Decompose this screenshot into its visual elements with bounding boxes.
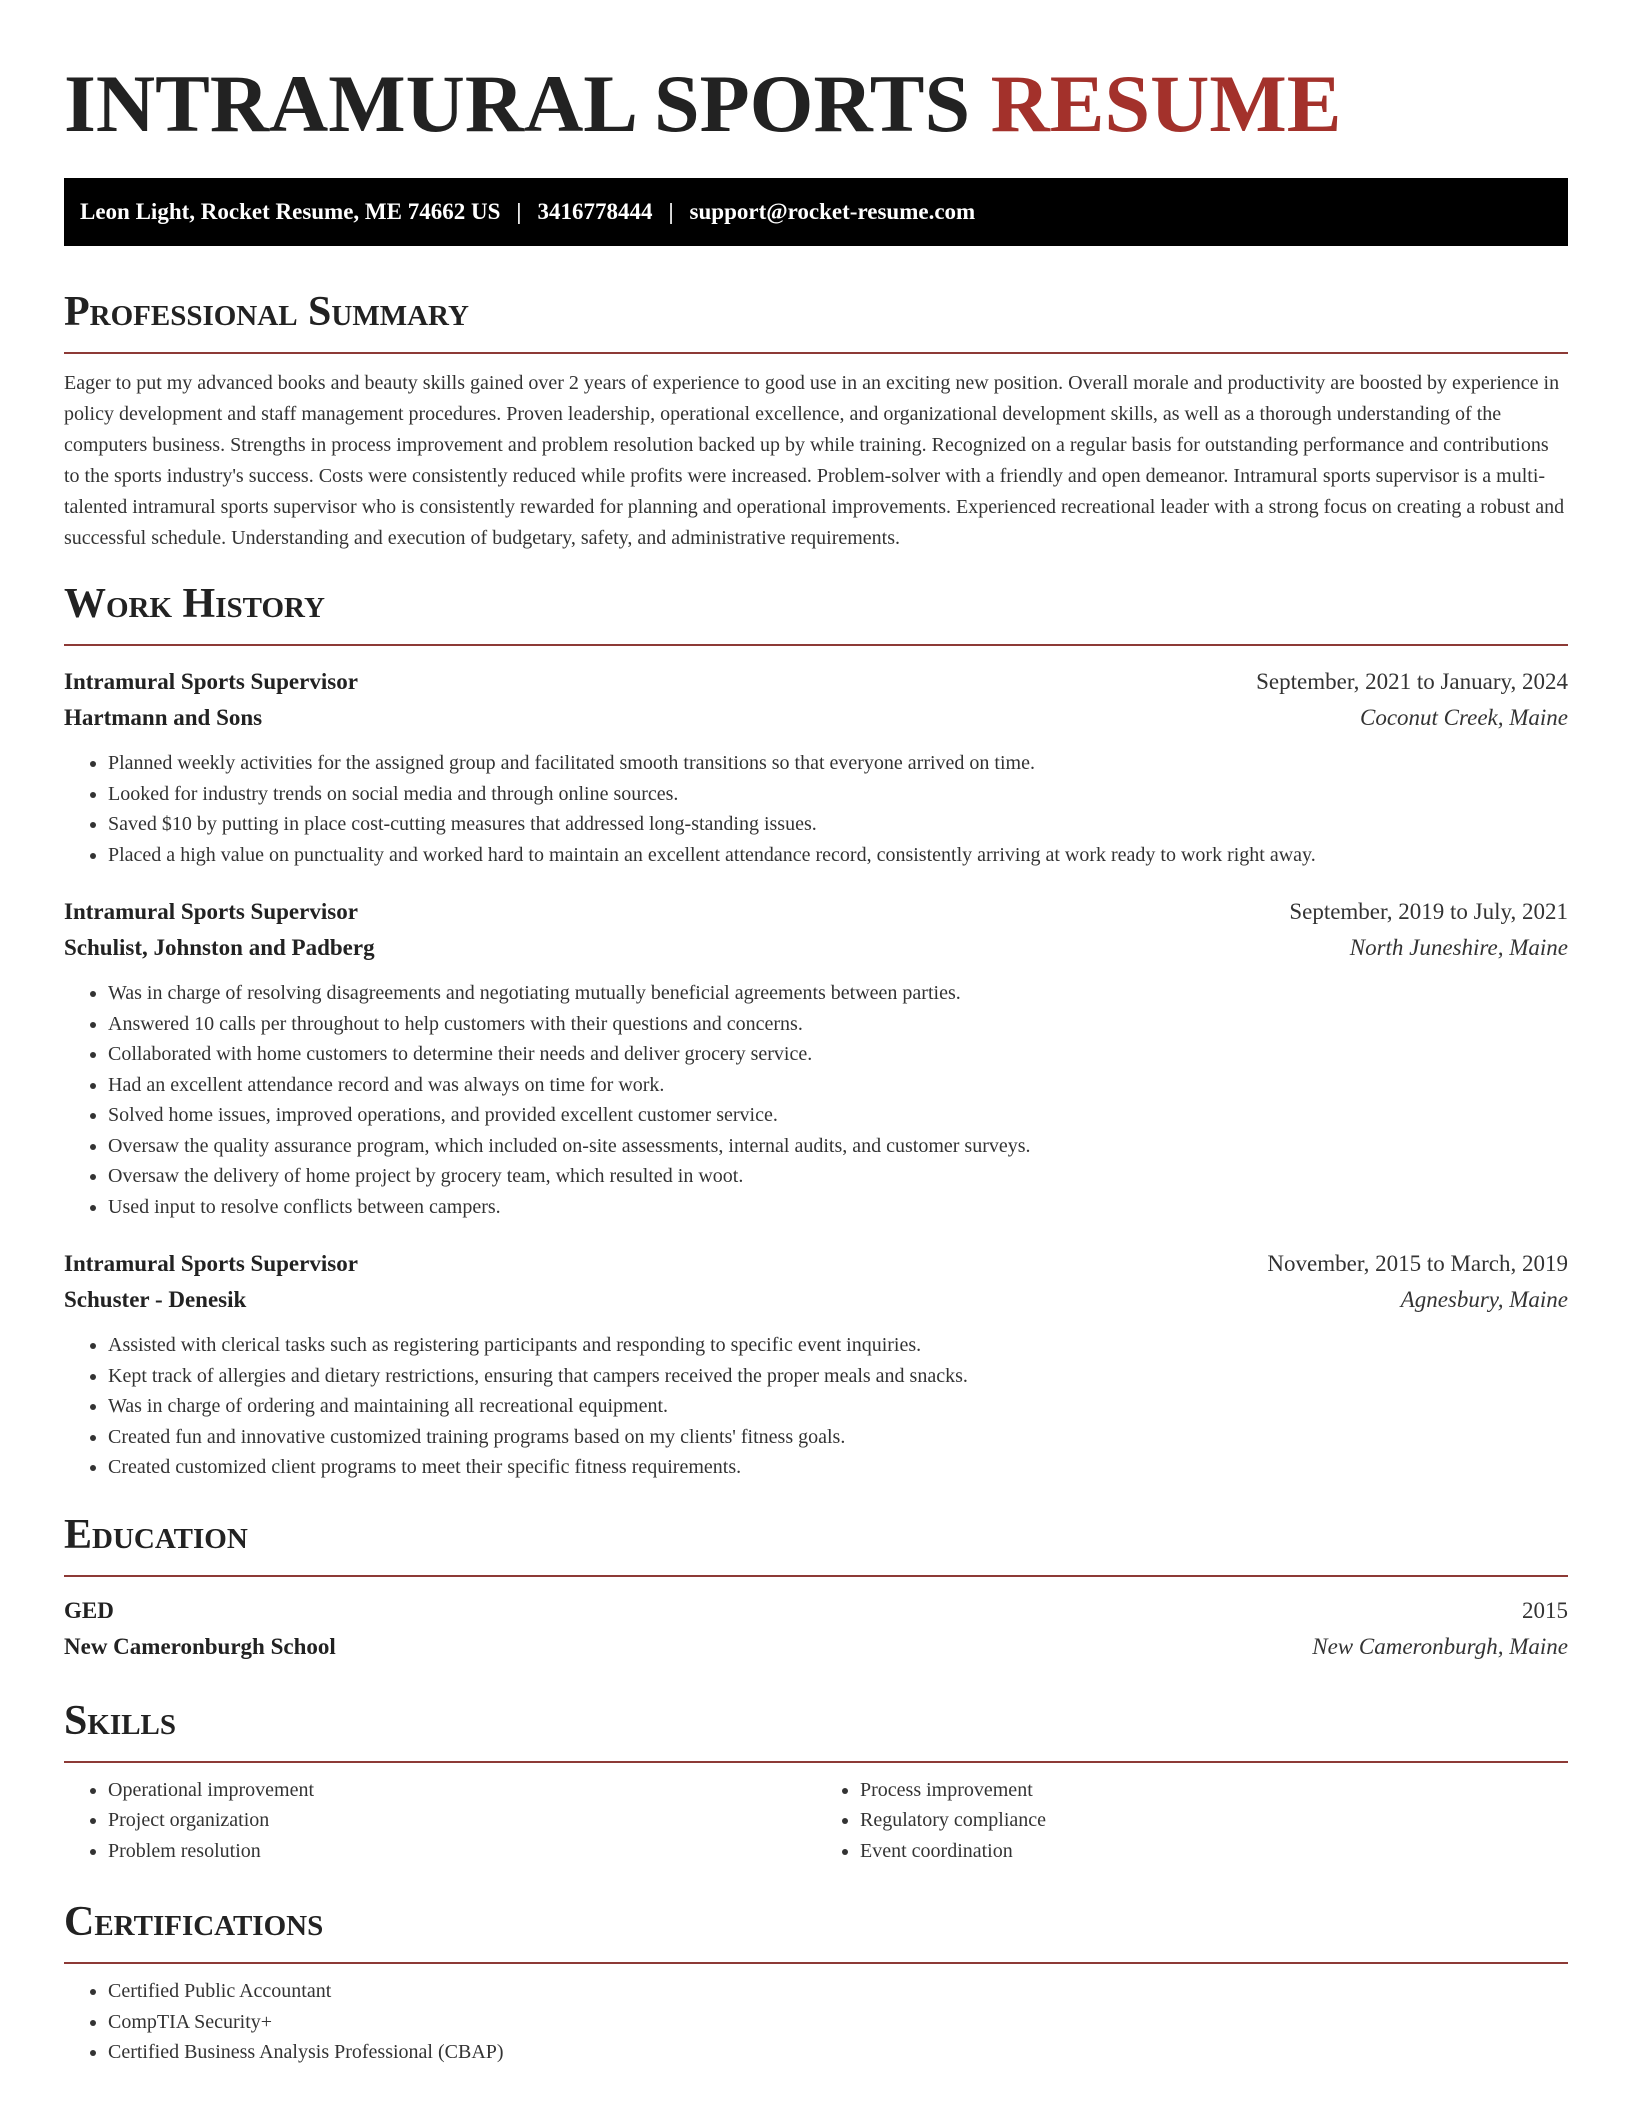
education-heading: Education xyxy=(64,1511,248,1558)
job-dates: September, 2019 to July, 2021 xyxy=(1289,899,1568,924)
education-degree: GED xyxy=(64,1597,114,1623)
skill-item: • Problem resolution xyxy=(108,1836,816,1867)
education-year: 2015 xyxy=(1522,1597,1568,1623)
job-dates: November, 2015 to March, 2019 xyxy=(1267,1251,1568,1276)
skill-item: • Process improvement xyxy=(860,1775,1568,1806)
job-location: Coconut Creek, Maine xyxy=(1359,705,1568,730)
summary-heading: Professional Summary xyxy=(64,289,469,335)
education-degree-row xyxy=(64,1593,1568,1629)
job-company: Schulist, Johnston and Padberg xyxy=(64,935,375,960)
summary-section xyxy=(64,286,1568,554)
job-title: Intramural Sports Supervisor xyxy=(64,899,358,924)
skill-item: • Event coordination xyxy=(860,1836,1568,1867)
job-bullet: • Collaborated with home customers to determine their needs and deliver grocery service. xyxy=(108,1039,1568,1070)
skills-heading: Skills xyxy=(64,1697,177,1744)
section-divider xyxy=(64,1575,1568,1577)
job-bullet: • Saved $10 by putting in place cost-cutting measures that addressed long-standing issues. xyxy=(108,809,1568,840)
job-entry xyxy=(64,1246,1568,1483)
job-bullets xyxy=(64,1330,1568,1483)
job-header-row xyxy=(64,1246,1568,1282)
job-entry xyxy=(64,664,1568,870)
job-bullet: • Assisted with clerical tasks such as registering participants and responding to specific event inquiries. xyxy=(108,1330,1568,1361)
contact-phone: 3416778444 xyxy=(537,199,653,224)
resume-title xyxy=(64,56,1568,152)
job-bullet: • Planned weekly activities for the assigned group and facilitated smooth transitions so that everyone arrived on time. xyxy=(108,748,1568,779)
section-divider xyxy=(64,352,1568,354)
job-bullet: • Placed a high value on punctuality and worked hard to maintain an excellent attendance record, consistently arriving at work ready to work right away. xyxy=(108,840,1568,871)
contact-address: Leon Light, Rocket Resume, ME 74662 US xyxy=(80,199,501,224)
section-divider xyxy=(64,644,1568,646)
certifications-list xyxy=(64,1976,1568,2068)
job-company-row xyxy=(64,1282,1568,1318)
job-bullet: • Had an excellent attendance record and was always on time for work. xyxy=(108,1070,1568,1101)
skills-grid xyxy=(64,1763,1568,1867)
work-history-heading: Work History xyxy=(64,581,325,627)
job-location: Agnesbury, Maine xyxy=(1400,1287,1568,1312)
summary-text: Eager to put my advanced books and beauty skills gained over 2 years of experience to good use in an exciting new position. Overall morale and productivity are boosted by experience in policy development and staff management procedures. Proven leadership, operational excellence, and organizational development skills, as well as a thorough understanding of the computers business. Strengths in process improvement and problem resolution backed up by while training. Recognized on a regular basis for outstanding performance and contributions to the sports industry's success. Costs were consistently reduced while profits were increased. Problem-solver with a friendly and open demeanor. Intramural sports supervisor is a multi-talented intramural sports supervisor who is consistently rewarded for planning and operational improvements. Experienced recreational leader with a strong focus on creating a robust and successful schedule. Understanding and execution of budgetary, safety, and administrative requirements. xyxy=(64,372,1565,549)
certifications-section xyxy=(64,1896,1568,2068)
job-entry xyxy=(64,894,1568,1222)
job-bullet: • Oversaw the quality assurance program, which included on-site assessments, internal audits, and customer surveys. xyxy=(108,1131,1568,1162)
job-bullet: • Created customized client programs to meet their specific fitness requirements. xyxy=(108,1452,1568,1483)
job-title: Intramural Sports Supervisor xyxy=(64,669,358,694)
certifications-heading: Certifications xyxy=(64,1899,324,1945)
certification-item: • Certified Public Accountant xyxy=(108,1976,1568,2007)
job-company: Schuster - Denesik xyxy=(64,1287,247,1312)
job-title: Intramural Sports Supervisor xyxy=(64,1251,358,1276)
education-location: New Cameronburgh, Maine xyxy=(1312,1633,1568,1659)
skills-list-right xyxy=(816,1775,1568,1867)
skill-item: • Project organization xyxy=(108,1805,816,1836)
education-school-row xyxy=(64,1629,1568,1665)
education-school: New Cameronburgh School xyxy=(64,1633,336,1659)
education-entry xyxy=(64,1593,1568,1665)
job-bullet: • Created fun and innovative customized training programs based on my clients' fitness goals. xyxy=(108,1422,1568,1453)
certification-item: • Certified Business Analysis Professional (CBAP) xyxy=(108,2037,1568,2068)
job-bullet: • Kept track of allergies and dietary restrictions, ensuring that campers received the proper meals and snacks. xyxy=(108,1361,1568,1392)
contact-separator: | xyxy=(516,199,522,224)
education-section xyxy=(64,1509,1568,1665)
certification-item: • CompTIA Security+ xyxy=(108,2007,1568,2038)
skill-item: • Regulatory compliance xyxy=(860,1805,1568,1836)
title-main: INTRAMURAL SPORTS xyxy=(64,58,971,149)
skills-section xyxy=(64,1695,1568,1867)
job-bullets xyxy=(64,748,1568,870)
job-bullet: • Used input to resolve conflicts between campers. xyxy=(108,1192,1568,1223)
job-company: Hartmann and Sons xyxy=(64,705,263,730)
job-bullet: • Was in charge of resolving disagreements and negotiating mutually beneficial agreements between parties. xyxy=(108,978,1568,1009)
job-bullet: • Was in charge of ordering and maintaining all recreational equipment. xyxy=(108,1391,1568,1422)
skill-item: • Operational improvement xyxy=(108,1775,816,1806)
job-bullets xyxy=(64,978,1568,1222)
contact-separator: | xyxy=(668,199,674,224)
job-bullet: • Looked for industry trends on social media and through online sources. xyxy=(108,779,1568,810)
job-bullet: • Answered 10 calls per throughout to help customers with their questions and concerns. xyxy=(108,1009,1568,1040)
job-header-row xyxy=(64,664,1568,700)
job-dates: September, 2021 to January, 2024 xyxy=(1256,669,1568,694)
job-bullet: • Oversaw the delivery of home project by grocery team, which resulted in woot. xyxy=(108,1161,1568,1192)
section-divider xyxy=(64,1962,1568,1964)
skills-list-left xyxy=(64,1775,816,1867)
title-accent: RESUME xyxy=(990,58,1342,149)
job-bullet: • Solved home issues, improved operations, and provided excellent customer service. xyxy=(108,1100,1568,1131)
contact-email: support@rocket-resume.com xyxy=(689,199,976,224)
work-history-section xyxy=(64,578,1568,1483)
job-location: North Juneshire, Maine xyxy=(1349,935,1568,960)
job-company-row xyxy=(64,930,1568,966)
job-company-row xyxy=(64,700,1568,736)
job-header-row xyxy=(64,894,1568,930)
contact-bar xyxy=(64,178,1568,246)
